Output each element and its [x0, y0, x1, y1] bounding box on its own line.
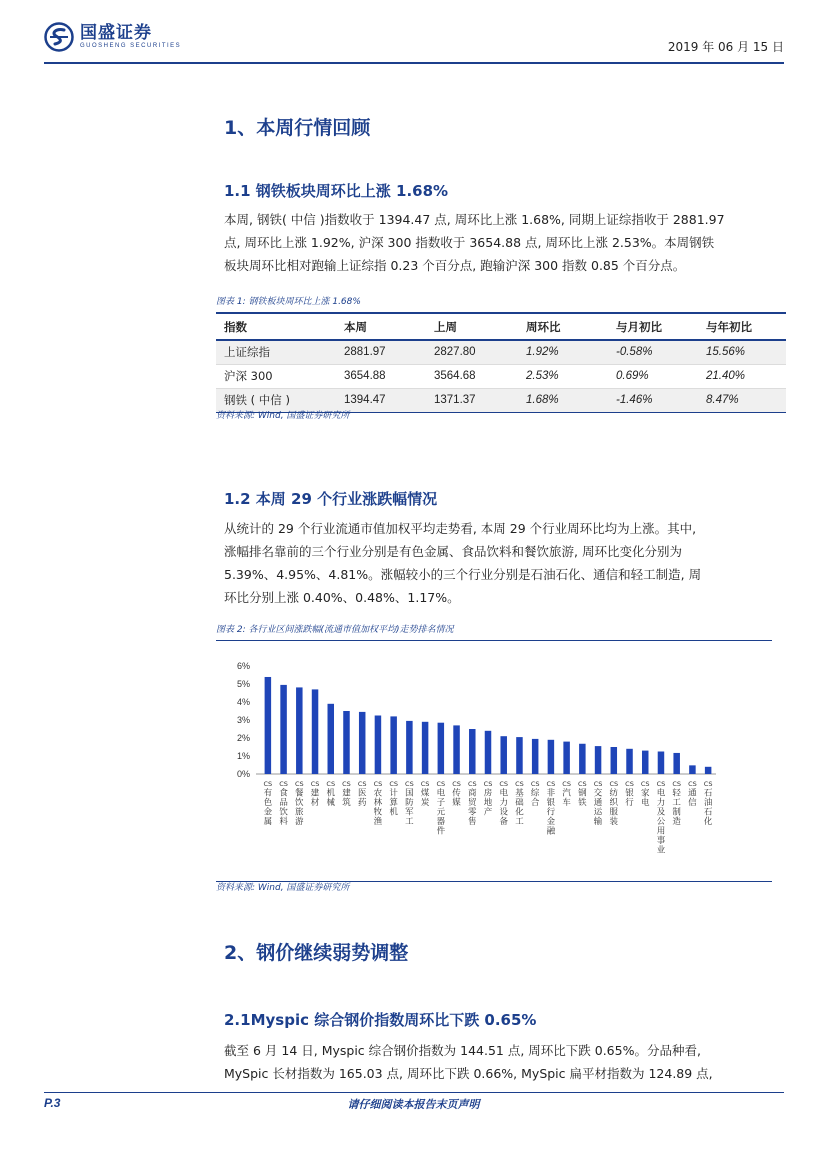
bar	[485, 731, 492, 774]
chart-2-caption: 图表 2: 各行业区间涨跌幅(流通市值加权平均)走势排名情况	[216, 625, 454, 635]
table-cell: 1371.37	[426, 388, 518, 412]
x-tick-label: CS 计算机	[389, 780, 398, 818]
bar	[579, 744, 586, 774]
table-cell: 2881.97	[336, 340, 426, 364]
y-tick-label: 3%	[236, 715, 250, 725]
bar	[658, 752, 665, 775]
column-header: 与月初比	[608, 313, 698, 340]
x-tick-label: CS 综合	[530, 780, 540, 808]
x-tick-label: CS 食品饮料	[279, 780, 288, 827]
y-tick-label: 1%	[236, 751, 250, 761]
x-tick-label: CS 基础化工	[515, 780, 524, 827]
x-tick-label: CS 钢铁	[578, 780, 587, 808]
x-tick-label: CS 轻工制造	[672, 780, 682, 827]
paragraph-line: 环比分别上涨 0.40%、0.48%、1.17%。	[224, 590, 460, 605]
x-tick-label: CS 煤炭	[420, 780, 430, 808]
paragraph-line: 点, 周环比上涨 1.92%, 沪深 300 指数收于 3654.88 点, 周环比上涨 2.53%。本周钢铁	[224, 235, 715, 250]
column-header: 上周	[426, 313, 518, 340]
x-tick-label: CS 电力及公用事业	[656, 780, 666, 856]
x-tick-label: CS 商贸零售	[467, 780, 477, 827]
bar	[359, 712, 366, 774]
bar	[500, 736, 507, 774]
x-tick-label: CS 餐饮旅游	[294, 780, 304, 827]
x-tick-label: CS 石油石化	[703, 780, 713, 827]
paragraph-line: 本周, 钢铁( 中信 )指数收于 1394.47 点, 周环比上涨 1.68%, 同期上证综指收于 2881.97	[224, 212, 725, 227]
table-header-row	[216, 313, 786, 340]
bar	[422, 722, 429, 774]
index-performance-table	[216, 312, 786, 413]
logo-english-text: GUOSHENG SECURITIES	[80, 43, 182, 49]
x-tick-label: CS 通信	[688, 780, 697, 808]
industry-returns-bar-chart	[216, 648, 772, 874]
y-tick-label: 5%	[236, 679, 250, 689]
x-tick-label: CS 非银行金融	[546, 780, 556, 837]
x-tick-label: CS 传媒	[452, 780, 461, 808]
x-tick-label: CS 建材	[310, 780, 320, 808]
company-logo	[44, 22, 181, 52]
table-cell: 2827.80	[426, 340, 518, 364]
x-tick-label: CS 有色金属	[263, 780, 273, 827]
section-2-title: 2、钢价继续弱势调整	[224, 942, 409, 964]
section-2-1-title: 2.1Myspic 综合钢价指数周环比下跌 0.65%	[224, 1011, 537, 1029]
table-cell: -0.58%	[608, 340, 698, 364]
paragraph-line: 从统计的 29 个行业流通市值加权平均走势看, 本周 29 个行业周环比均为上涨。其中,	[224, 521, 697, 536]
bar	[532, 739, 539, 774]
paragraph-line: 5.39%、4.95%、4.81%。涨幅较小的三个行业分别是石油石化、通信和轻工制造, 周	[224, 567, 702, 582]
table-cell: 3654.88	[336, 364, 426, 388]
logo-chinese-text: 国盛证券	[80, 23, 152, 43]
table-cell: 1.68%	[518, 388, 608, 412]
x-tick-label: CS 交通运输	[593, 780, 603, 827]
disclaimer-note: 请仔细阅读本报告末页声明	[347, 1098, 480, 1111]
logo-icon	[44, 22, 74, 52]
x-tick-label: CS 汽车	[562, 780, 571, 808]
column-header: 与年初比	[698, 313, 786, 340]
page-number: P.3	[44, 1096, 61, 1110]
table-cell: 1.92%	[518, 340, 608, 364]
section-1-2-title: 1.2 本周 29 个行业涨跌幅情况	[224, 490, 438, 508]
x-tick-label: CS 电子元器件	[436, 780, 446, 837]
y-tick-label: 4%	[236, 697, 250, 707]
paragraph-line: 板块周环比相对跑输上证综指 0.23 个百分点, 跑输沪深 300 指数 0.85 个百分点。	[224, 258, 686, 273]
x-tick-label: CS 机械	[326, 780, 336, 808]
bar	[595, 746, 602, 774]
x-tick-label: CS 电力设备	[499, 780, 509, 827]
table-1-source: 资料来源: Wind, 国盛证券研究所	[216, 411, 350, 421]
section-1-title: 1、本周行情回顾	[224, 117, 371, 139]
bar	[626, 749, 633, 774]
bar	[343, 711, 350, 774]
table-cell: 上证综指	[216, 340, 336, 364]
bar	[642, 751, 649, 774]
table-cell: 0.69%	[608, 364, 698, 388]
bar	[563, 742, 570, 774]
table-cell: 钢铁 ( 中信 )	[216, 388, 336, 412]
bar	[390, 716, 397, 774]
table-cell: 8.47%	[698, 388, 786, 412]
paragraph-line: 截至 6 月 14 日, Myspic 综合钢价指数为 144.51 点, 周环比下跌 0.65%。分品种看,	[224, 1043, 701, 1058]
bar	[469, 729, 476, 774]
y-tick-label: 6%	[236, 661, 250, 671]
bar	[265, 677, 272, 774]
bar	[328, 704, 335, 774]
paragraph-line: 涨幅排名靠前的三个行业分别是有色金属、食品饮料和餐饮旅游, 周环比变化分别为	[224, 544, 682, 559]
column-header: 周环比	[518, 313, 608, 340]
x-tick-label: CS 银行	[625, 780, 634, 808]
x-tick-label: CS 房地产	[483, 780, 493, 818]
column-header: 指数	[216, 313, 336, 340]
table-row	[216, 340, 786, 364]
table-cell: 沪深 300	[216, 364, 336, 388]
x-tick-label: CS 医药	[357, 780, 367, 808]
section-1-1-title: 1.1 钢铁板块周环比上涨 1.68%	[224, 182, 449, 200]
x-tick-label: CS 国防军工	[405, 780, 414, 827]
section-2-1-paragraph	[224, 1039, 784, 1085]
bar	[280, 685, 287, 774]
chart-2-source: 资料来源: Wind, 国盛证券研究所	[216, 883, 350, 893]
y-tick-label: 2%	[236, 733, 250, 743]
bar	[312, 689, 319, 774]
bar	[453, 725, 460, 774]
bar	[296, 687, 303, 774]
header-divider	[44, 62, 784, 64]
footer-divider	[44, 1092, 784, 1093]
column-header: 本周	[336, 313, 426, 340]
paragraph-line: MySpic 长材指数为 165.03 点, 周环比下跌 0.66%, MySpic 扁平材指数为 124.89 点,	[224, 1066, 713, 1081]
bar	[689, 765, 696, 774]
bar	[673, 753, 680, 774]
bar	[438, 723, 445, 774]
page-header	[44, 18, 784, 62]
bar	[406, 721, 413, 774]
x-tick-label: CS 建筑	[342, 780, 351, 808]
x-tick-label: CS 家电	[640, 780, 650, 808]
table-cell: -1.46%	[608, 388, 698, 412]
table-cell: 21.40%	[698, 364, 786, 388]
table-cell: 3564.68	[426, 364, 518, 388]
table-cell: 2.53%	[518, 364, 608, 388]
bar	[375, 716, 382, 775]
bar	[548, 740, 555, 774]
section-1-2-paragraph	[224, 517, 784, 609]
bar	[611, 747, 618, 774]
table-row	[216, 364, 786, 388]
table-1-caption: 图表 1: 钢铁板块周环比上涨 1.68%	[216, 297, 361, 307]
table-cell: 15.56%	[698, 340, 786, 364]
bar	[516, 737, 523, 774]
x-tick-label: CS 农林牧渔	[373, 780, 383, 827]
section-1-1-paragraph	[224, 208, 784, 277]
x-tick-label: CS 纺织服装	[609, 780, 619, 827]
table-cell: 1394.47	[336, 388, 426, 412]
bar	[705, 767, 712, 774]
y-tick-label: 0%	[236, 769, 250, 779]
report-date: 2019 年 06 月 15 日	[667, 40, 784, 54]
